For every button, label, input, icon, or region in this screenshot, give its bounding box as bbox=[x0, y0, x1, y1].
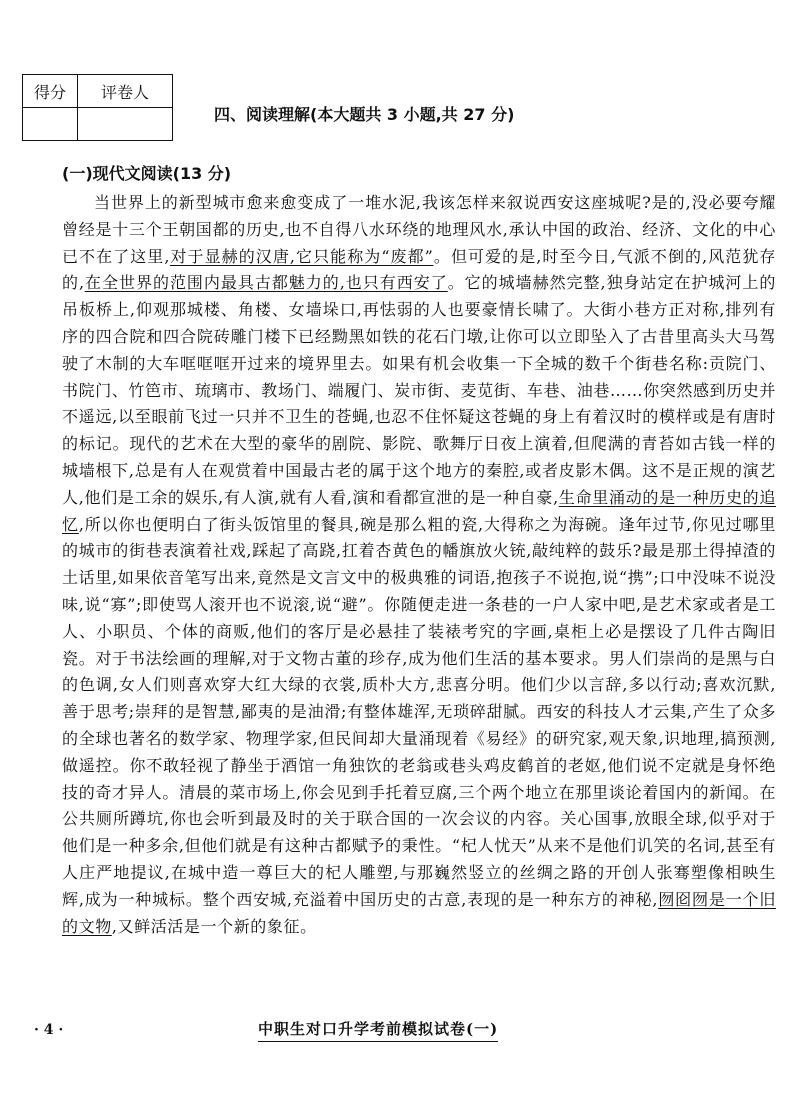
score-cell bbox=[23, 108, 78, 141]
passage-text: ,又鲜活活是一个新的象征。 bbox=[111, 916, 317, 936]
underlined-sentence-1: 对于显赫的汉唐,它只能称为“废都” bbox=[170, 246, 434, 266]
reading-passage bbox=[62, 190, 776, 940]
page-number: · 4 · bbox=[34, 1022, 64, 1038]
subsection-title: (一)现代文阅读(13 分) bbox=[62, 164, 232, 183]
underlined-sentence-2: 在全世界的范围内最具古都魅力的,也只有西安了 bbox=[84, 273, 448, 293]
passage-text: 当世界上的新型城市愈来愈变成了一堆水泥,我该怎样来叙说西安这座城呢?是的,没必要夸耀曾经是十三个王朝国都的历史,也不自得八水环绕的地理风水,承认中国的政治、经济、文化的中心已不在了这里, bbox=[62, 193, 776, 266]
passage-text: 。但可爱的是,时至今日,气派不倒的,风范犹存的, bbox=[62, 246, 776, 293]
score-label: 得分 bbox=[23, 75, 78, 108]
score-table bbox=[22, 74, 173, 141]
footer-title: 中职生对口升学考前模拟试卷(一) bbox=[258, 1018, 498, 1042]
passage-paragraph bbox=[62, 190, 776, 940]
section-title: 四、阅读理解(本大题共 3 小题,共 27 分) bbox=[214, 105, 515, 124]
grader-cell bbox=[78, 108, 173, 141]
grader-label: 评卷人 bbox=[78, 75, 173, 108]
underlined-sentence-3: 生命里涌动的是一种历史的追忆 bbox=[62, 487, 776, 534]
passage-text: ,所以你也便明白了街头饭馆里的餐具,碗是那么粗的瓷,大得称之为海碗。逢年过节,你见过哪里的城市的街巷表演着社戏,踩起了高跷,扛着杏黄色的幡旗放火铳,敲纯粹的鼓乐?最是那土得掉渣的土话里,如果依音笔写出来,竟然是文言文中的极典雅的词语,抱孩子不说抱,说“携”;口中没味不说没味,说“寡”;即使骂人滚开也不说滚,说“避”。你随便走进一条巷的一户人家中吧,是艺术家或者是工人、小职员、个体的商贩,他们的客厅是必悬挂了装裱考究的字画,桌柜上必是摆设了几件古陶旧瓷。对于书法绘画的理解,对于文物古董的珍存,成为他们生活的基本要求。男人们崇尚的是黑与白的色调,女人们则喜欢穿大红大绿的衣裳,质朴大方,悲喜分明。他们少以言辞,多以行动;喜欢沉默,善于思考;崇拜的是智慧,鄙夷的是油滑;有整体雄浑,无琐碎甜腻。西安的科技人才云集,产生了众多的全球也著名的数学家、物理学家,但民间却大量涌现着《易经》的研究家,观天象,识地理,搞预测,做遥控。你不敢轻视了静坐于酒馆一角独饮的老翁或巷头鸡皮鹤首的老妪,他们说不定就是身怀绝技的奇才异人。清晨的菜市场上,你会见到手托着豆腐,三个两个地立在那里谈论着国内的新闻。在公共厕所蹲坑,你也会听到最及时的关于联合国的一次会议的内容。关心国事,放眼全球,似乎对于他们是一种多余,但他们就是有这种古都赋予的秉性。“杞人忧天”从来不是他们讥笑的名词,甚至有人庄严地提议,在城中造一尊巨大的杞人雕塑,与那巍然竖立的丝绸之路的开创人张骞塑像相映生辉,成为一种城标。整个西安城,充溢着中国历史的古意,表现的是一种东方的神秘, bbox=[62, 514, 776, 909]
passage-text: 。它的城墙赫然完整,独身站定在护城河上的吊板桥上,仰观那城楼、角楼、女墙垛口,再怯弱的人也要豪情长啸了。大街小巷方正对称,排列有序的四合院和四合院砖雕门楼下已经黝黑如铁的花石门墩,让你可以立即坠入了古昔里高头大马驾驶了木制的大车哐哐哐开过来的境界里去。如果有机会收集一下全城的数千个街巷名称:贡院门、书院门、竹笆市、琉璃市、教场门、端履门、炭市街、麦苋街、车巷、油巷……你突然感到历史并不遥远,以至眼前飞过一只并不卫生的苍蝇,也忍不住怀疑这苍蝇的身上有着汉时的模样或是有唐时的标记。现代的艺术在大型的豪华的剧院、影院、歌舞厅日夜上演着,但爬满的青苔如古钱一样的城墙根下,总是有人在观赏着中国最古老的属于这个地方的秦腔,或者皮影木偶。这不是正规的演艺人,他们是工余的娱乐,有人演,就有人看,演和看都宣泄的是一种自豪, bbox=[62, 273, 776, 507]
underlined-sentence-4: 囫囵囫是一个旧的文物 bbox=[62, 889, 776, 936]
